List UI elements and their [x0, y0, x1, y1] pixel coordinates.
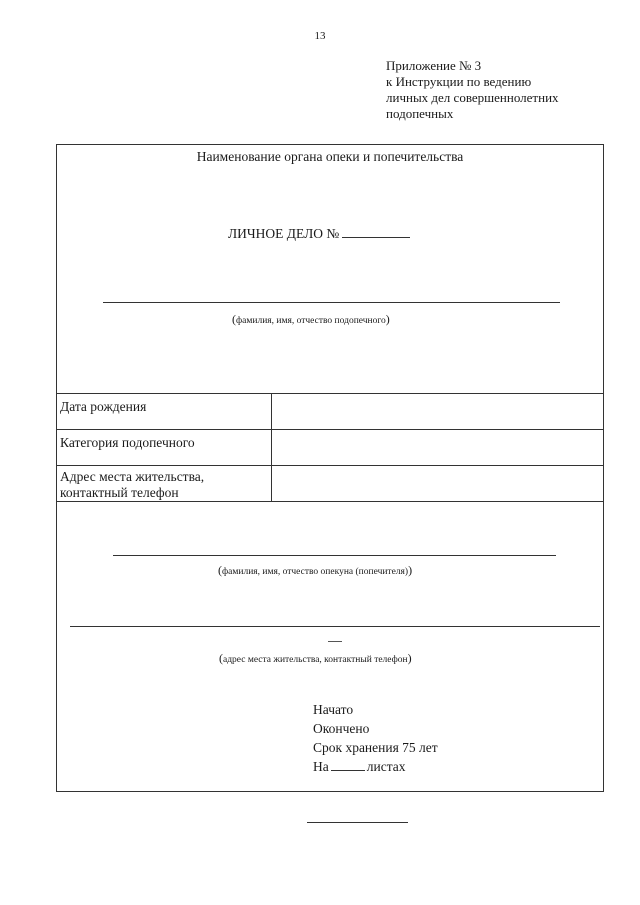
divider	[328, 641, 342, 642]
ward-category-field[interactable]	[271, 430, 604, 466]
ward-info-table	[56, 393, 604, 502]
table-row	[56, 430, 604, 466]
started-label: Начато	[313, 702, 354, 717]
footer-divider	[307, 822, 408, 823]
org-title: Наименование органа опеки и попечительства	[196, 149, 464, 164]
finished-label: Окончено	[313, 721, 370, 736]
closing-block	[313, 700, 438, 776]
case-label: ЛИЧНОЕ ДЕЛО №	[228, 226, 340, 241]
table-row	[56, 466, 604, 502]
appendix-line: личных дел совершеннолетних	[386, 90, 559, 105]
sheets-line: На листах	[313, 759, 406, 774]
retention-label: Срок хранения 75 лет	[313, 740, 438, 755]
appendix-line: подопечных	[386, 106, 454, 121]
address-phone-field[interactable]	[271, 466, 604, 502]
case-number-field[interactable]	[342, 225, 410, 238]
row-label: Категория подопечного	[56, 430, 271, 466]
appendix-line: к Инструкции по ведению	[386, 74, 532, 89]
row-label: Адрес места жительства, контактный телефон	[56, 466, 271, 502]
row-label: Дата рождения	[56, 394, 271, 430]
ward-name-caption: (фамилия, имя, отчество подопечного)	[232, 312, 390, 326]
appendix-header	[386, 58, 559, 122]
birth-date-field[interactable]	[271, 394, 604, 430]
guardian-address-field[interactable]	[70, 626, 600, 627]
guardian-name-field[interactable]	[113, 555, 556, 556]
guardian-address-caption: (адрес места жительства, контактный телефон)	[219, 651, 412, 665]
ward-name-field[interactable]	[103, 302, 560, 303]
case-number-heading	[228, 225, 410, 242]
page-number: 13	[314, 30, 326, 42]
table-row	[56, 394, 604, 430]
guardian-name-caption: (фамилия, имя, отчество опекуна (попечителя))	[218, 563, 413, 577]
sheets-count-field[interactable]	[331, 759, 365, 771]
appendix-line: Приложение № 3	[386, 58, 482, 73]
